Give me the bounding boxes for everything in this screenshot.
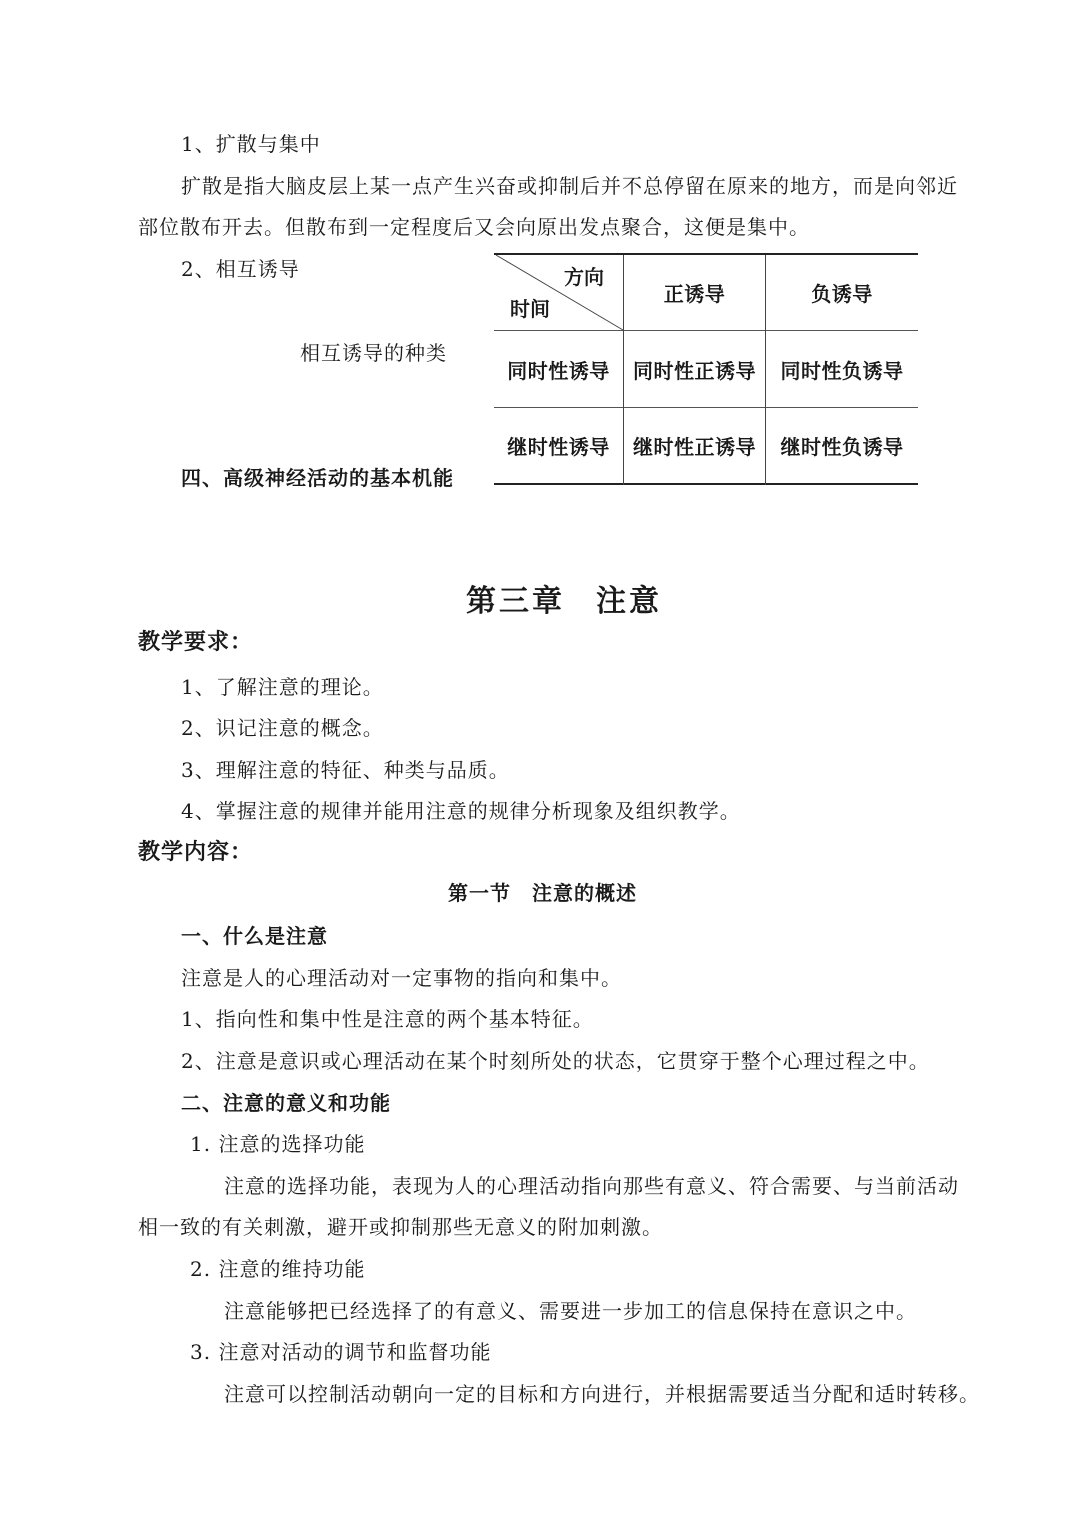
item1-paragraph-line1: 扩散是指大脑皮层上某一点产生兴奋或抑制后并不总停留在原来的地方，而是向邻近 [181, 174, 958, 198]
content-heading: 教学内容： [138, 840, 254, 865]
part1-title: 一、什么是注意 [181, 924, 328, 948]
part1-definition: 注意是人的心理活动对一定事物的指向和集中。 [181, 966, 622, 990]
requirement-item-4: 4、掌握注意的规律并能用注意的规律分析现象及组织教学。 [181, 799, 741, 823]
cell-simultaneous-positive: 同时性正诱导 [633, 358, 756, 383]
function1-title: 1. 注意的选择功能 [190, 1132, 366, 1156]
chapter-title-number: 第三章 [466, 584, 565, 619]
requirement-item-2: 2、识记注意的概念。 [181, 716, 384, 740]
requirement-item-3: 3、理解注意的特征、种类与品质。 [181, 758, 510, 782]
section4-title: 四、高级神经活动的基本机能 [181, 466, 454, 490]
function2-text: 注意能够把已经选择了的有意义、需要进一步加工的信息保持在意识之中。 [224, 1299, 917, 1323]
function3-title: 3. 注意对活动的调节和监督功能 [190, 1340, 492, 1364]
item1-title: 1、扩散与集中 [181, 132, 321, 156]
requirements-heading: 教学要求： [138, 630, 254, 655]
table-bottom-rule [494, 483, 918, 485]
item1-paragraph-line2: 部位散布开去。但散布到一定程度后又会向原出发点聚合，这便是集中。 [138, 215, 810, 239]
cell-successive-negative: 继时性负诱导 [780, 435, 904, 459]
cell-simultaneous-negative: 同时性负诱导 [780, 358, 904, 383]
col-header-positive: 正诱导 [663, 282, 726, 306]
part1-point1: 1、指向性和集中性是注意的两个基本特征。 [181, 1007, 594, 1031]
row-label-simultaneous: 同时性诱导 [507, 358, 610, 383]
function1-text-line2: 相一致的有关刺激，避开或抑制那些无意义的附加刺激。 [138, 1215, 663, 1239]
section1-title: 第一节 注意的概述 [448, 881, 637, 905]
function1-text-line1: 注意的选择功能，表现为人的心理活动指向那些有意义、符合需要、与当前活动 [224, 1174, 959, 1198]
function2-title: 2. 注意的维持功能 [190, 1257, 366, 1281]
corner-header-direction: 方向 [564, 265, 604, 289]
requirement-item-1: 1、了解注意的理论。 [181, 675, 384, 699]
induction-types-label: 相互诱导的种类 [300, 341, 447, 365]
induction-table [494, 253, 918, 485]
item2-title: 2、相互诱导 [181, 257, 300, 281]
part1-point2: 2、注意是意识或心理活动在某个时刻所处的状态，它贯穿于整个心理过程之中。 [181, 1049, 930, 1073]
function3-text: 注意可以控制活动朝向一定的目标和方向进行，并根据需要适当分配和适时转移。 [224, 1382, 980, 1406]
col-header-negative: 负诱导 [811, 282, 873, 306]
row-label-successive: 继时性诱导 [507, 435, 610, 459]
chapter-title-name: 注意 [596, 584, 662, 619]
cell-successive-positive: 继时性正诱导 [633, 435, 756, 459]
part2-title: 二、注意的意义和功能 [181, 1091, 391, 1115]
corner-header-time: 时间 [510, 297, 550, 321]
